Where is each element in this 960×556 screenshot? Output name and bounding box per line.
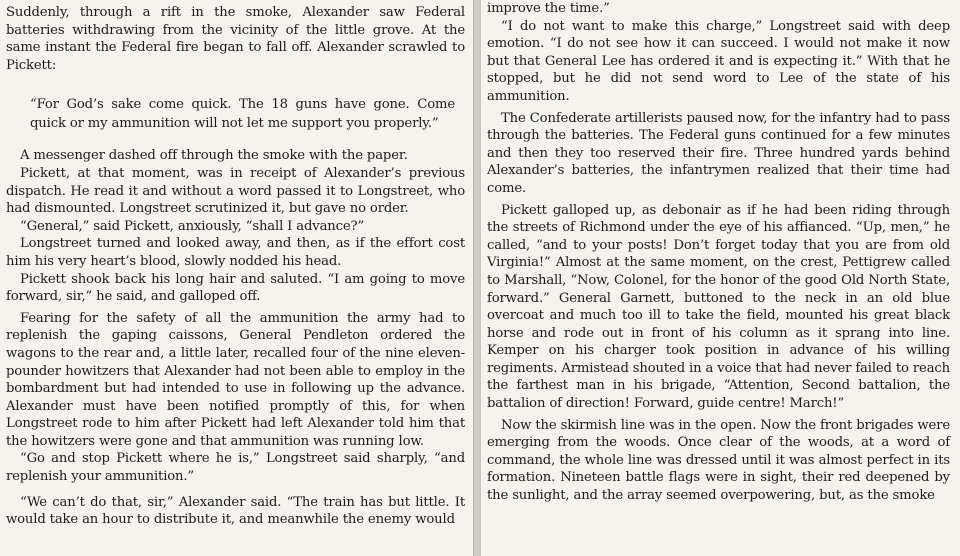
paragraph-shall-i-advance: “General,” said Pickett, anxiously, “shall I advance?”	[20, 218, 365, 234]
paragraph-artillerists-pause: The Confederate artillerists paused now, for the infantry had to pass through the batteries. The Federal guns continued for a few minutes and then they too reserved their fire. Three hundred yards behind Alexander’s batteries, the infantrymen realized that their time had come.	[487, 110, 950, 196]
paragraph-pickett-salutes: Pickett shook back his long hair and saluted. “I am going to move forward, sir,” he said, and galloped off.	[6, 271, 465, 305]
paragraph-stop-pickett: “Go and stop Pickett where he is,” Longstreet said sharply, “and replenish your ammunition.”	[6, 451, 465, 485]
paragraph-rift-in-smoke: Suddenly, through a rift in the smoke, Alexander saw Federal batteries withdrawing from the vicinity of the little grove. At the same instant the Federal fire began to fall off. Alexander scrawled to Pickett:	[6, 5, 465, 73]
left-page-column	[0, 0, 474, 556]
paragraph-messenger: A messenger dashed off through the smoke with the paper.	[20, 148, 408, 164]
quoted-note-to-pickett: “For God’s sake come quick. The 18 guns have gone. Come quick or my ammunition will not let me support you properly.”	[30, 97, 455, 132]
paragraph-longstreet-emotion: “I do not want to make this charge,” Longstreet said with deep emotion. “I do not see how it can succeed. I would not make it now but that General Lee has ordered it and is expecting it.” With that he stopped, but he did not send word to Lee of the state of his ammunition.	[487, 18, 950, 104]
paragraph-longstreet-nods: Longstreet turned and looked away, and then, as if the effort cost him his very heart’s blood, slowly nodded his head.	[6, 236, 465, 269]
paragraph-cant-do-that: “We can’t do that, sir,” Alexander said. “The train has but little. It would take an hour to distribute it, and meanwhile the enemy would	[6, 494, 465, 528]
paragraph-pendleton-orders: Fearing for the safety of all the ammunition the army had to replenish the gaping caissons, General Pendleton ordered the wagons to the rear and, a little later, recalled four of the nine eleven-pounder howitzers that Alexander had not been able to employ in the bombardment but had intended to use in following up the advance. Alexander must have been notified promptly of this, for when Longstreet rode to him after Pickett had left Alexander told him that the howitzers were gone and that ammunition was running low.	[6, 310, 465, 449]
paragraph-pickett-receipt: Pickett, at that moment, was in receipt of Alexander’s previous dispatch. He read it and without a word passed it to Longstreet, who had dismounted. Longstreet scrutinized it, but gave no order.	[6, 165, 465, 217]
paragraph-pickett-galloped: Pickett galloped up, as debonair as if he had been riding through the streets of Richmond under the eye of his affianced. “Up, men,” he called, “and to your posts! Don’t forget today that you are from old Virginia!” Almost at the same moment, on the crest, Pettigrew called to Marshall, “Now, Colonel, for the honor of the good Old North State, forward.” General Garnett, buttoned to the neck in an old blue overcoat and much too ill to take the field, mounted his great black horse and rode out in front of his column as it sprang into line. Kemper on his charger took position in advance of his willing regiments. Armistead shouted in a voice that had never failed to reach the farthest man in his brigade, “Attention, Second battalion, the battalion of direction! Forward, guide centre! March!”	[487, 202, 950, 412]
paragraph-improve-the-time: improve the time.”	[487, 1, 610, 16]
right-page-column	[480, 0, 960, 556]
paragraph-skirmish-line: Now the skirmish line was in the open. Now the front brigades were emerging from the woods. Once clear of the woods, at a word of command, the whole line was dressed until it was almost perfect in its formation. Nineteen battle flags were in sight, their red deepened by the sunlight, and the array seemed overpowering, but, as the smoke	[487, 417, 950, 504]
